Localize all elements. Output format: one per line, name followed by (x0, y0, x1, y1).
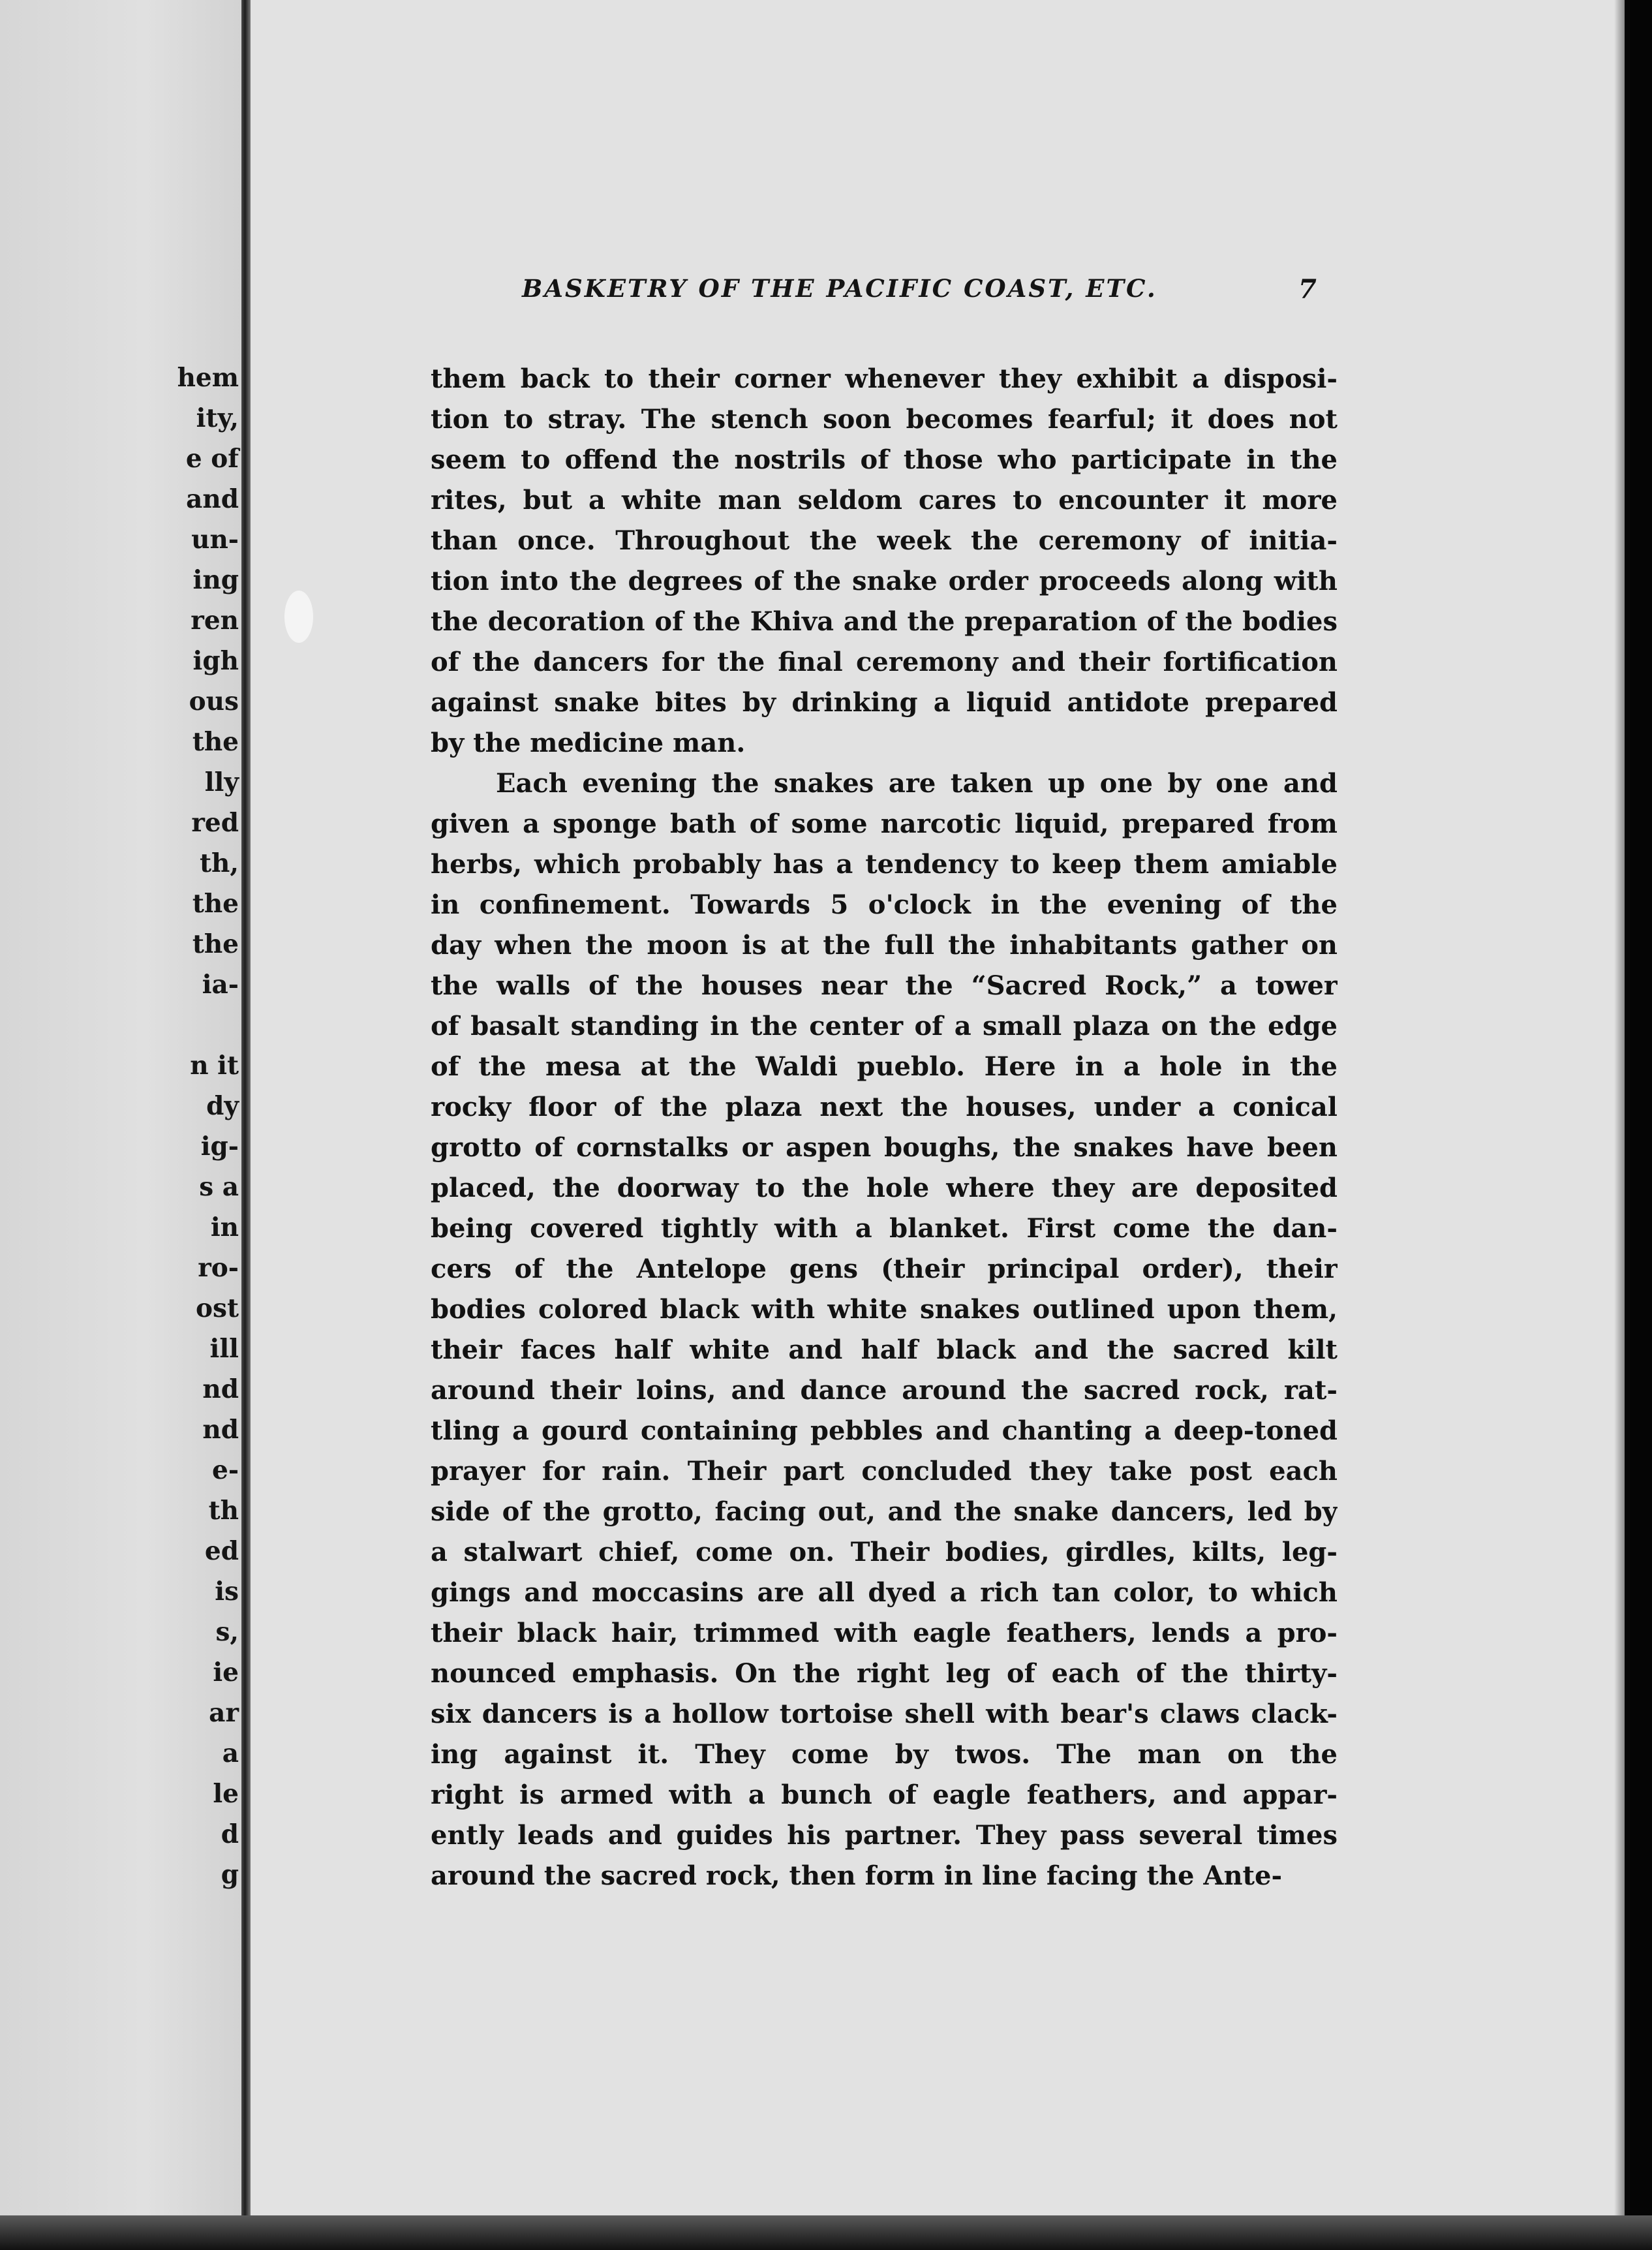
text-line: seem to offend the nostrils of those who participate in the (431, 444, 1338, 475)
text-line: tion to stray. The stench soon becomes fearful; it does not (431, 404, 1338, 435)
previous-page-line: s a (199, 1172, 239, 1202)
previous-page-line: s, (215, 1617, 239, 1647)
previous-page-line: a (222, 1738, 239, 1768)
text-line: in confinement. Towards 5 o'clock in the evening of the (431, 889, 1338, 920)
text-line: their black hair, trimmed with eagle feathers, lends a pro- (431, 1618, 1338, 1648)
text-line: nounced emphasis. On the right leg of each of the thirty- (431, 1658, 1338, 1689)
text-line: them back to their corner whenever they exhibit a disposi- (431, 363, 1338, 394)
previous-page-line: lly (204, 767, 239, 797)
page-edge-shadow (1614, 0, 1625, 2250)
text-line: ently leads and guides his partner. They pass several times (431, 1820, 1338, 1851)
text-line: a stalwart chief, come on. Their bodies, girdles, kilts, leg- (431, 1537, 1338, 1567)
paragraph (431, 763, 1338, 1896)
previous-page-line: nd (202, 1415, 239, 1445)
text-line: of the mesa at the Waldi pueblo. Here in a hole in the (431, 1051, 1338, 1082)
previous-page-line: nd (202, 1374, 239, 1404)
previous-page-line: ren (191, 606, 239, 636)
scan-border-right (1625, 0, 1652, 2250)
text-line: side of the grotto, facing out, and the snake dancers, led by (431, 1496, 1338, 1527)
text-line: cers of the Antelope gens (their principal order), their (431, 1254, 1338, 1284)
text-line: right is armed with a bunch of eagle feathers, and appar- (431, 1780, 1338, 1810)
previous-page-line: ro- (198, 1253, 239, 1283)
text-line: Each evening the snakes are taken up one by one and (496, 768, 1338, 799)
text-line: rocky floor of the plaza next the houses, under a conical (431, 1092, 1338, 1122)
text-line: rites, but a white man seldom cares to encounter it more (431, 485, 1338, 516)
text-line: than once. Throughout the week the ceremony of initia- (431, 525, 1338, 556)
previous-page-line: dy (206, 1091, 239, 1121)
previous-page-line: in (210, 1212, 239, 1242)
previous-page-line: and (186, 484, 239, 514)
previous-page-line: hem (177, 363, 239, 393)
previous-page-strip (0, 0, 243, 2250)
text-line: their faces half white and half black and the sacred kilt (431, 1334, 1338, 1365)
paper-blemish (284, 591, 313, 643)
previous-page-line: ed (204, 1536, 239, 1566)
text-line: herbs, which probably has a tendency to keep them amiable (431, 849, 1338, 880)
text-line: being covered tightly with a blanket. First come the dan- (431, 1213, 1338, 1244)
book-gutter (241, 0, 251, 2250)
previous-page-line: the (192, 727, 239, 757)
text-line: day when the moon is at the full the inhabitants gather on (431, 930, 1338, 961)
previous-page-line: g (221, 1860, 239, 1890)
page-header (522, 274, 1331, 313)
text-line: grotto of cornstalks or aspen boughs, the snakes have been (431, 1132, 1338, 1163)
scan-border-bottom (0, 2215, 1652, 2250)
previous-page-line: th, (200, 848, 239, 878)
previous-page-line: un- (191, 525, 239, 555)
previous-page-line: d (221, 1819, 239, 1849)
text-line: against snake bites by drinking a liquid antidote prepared (431, 687, 1338, 718)
text-line: around the sacred rock, then form in line facing the Ante- (431, 1860, 1283, 1891)
previous-page-line: red (191, 808, 239, 838)
previous-page-line: igh (192, 646, 239, 676)
text-line: placed, the doorway to the hole where they are deposited (431, 1173, 1338, 1203)
text-line: ing against it. They come by twos. The man on the (431, 1739, 1338, 1770)
previous-page-line: le (213, 1779, 239, 1809)
text-line: gings and moccasins are all dyed a rich tan color, to which (431, 1577, 1338, 1608)
previous-page-line: ill (209, 1334, 239, 1364)
previous-page-line: ing (192, 565, 239, 595)
text-line: the walls of the houses near the “Sacred Rock,” a tower (431, 970, 1338, 1001)
previous-page-line (177, 1005, 239, 1045)
previous-page-line: th (208, 1496, 239, 1526)
previous-page-line: e- (212, 1455, 239, 1485)
text-line: given a sponge bath of some narcotic liquid, prepared from (431, 809, 1338, 839)
previous-page-text-fragments (177, 358, 239, 1895)
page-number: 7 (1298, 274, 1317, 305)
running-head: BASKETRY OF THE PACIFIC COAST, ETC. (522, 274, 1157, 303)
text-line: six dancers is a hollow tortoise shell with bear's claws clack- (431, 1699, 1338, 1729)
previous-page-line: ie (213, 1657, 239, 1688)
text-line: bodies colored black with white snakes outlined upon them, (431, 1294, 1338, 1325)
previous-page-line: ity, (196, 403, 239, 433)
paragraph (431, 359, 1338, 763)
text-line: by the medicine man. (431, 728, 746, 758)
body-text (431, 359, 1338, 1896)
previous-page-line: ia- (202, 970, 239, 1000)
previous-page-line: ar (209, 1698, 239, 1728)
text-line: tling a gourd containing pebbles and chanting a deep-toned (431, 1415, 1338, 1446)
text-line: the decoration of the Khiva and the preparation of the bodies (431, 606, 1338, 637)
text-line: around their loins, and dance around the sacred rock, rat- (431, 1375, 1338, 1406)
text-line: of basalt standing in the center of a small plaza on the edge (431, 1011, 1338, 1041)
text-line: prayer for rain. Their part concluded they take post each (431, 1456, 1338, 1487)
previous-page-line: the (192, 889, 239, 919)
previous-page-line: the (192, 929, 239, 959)
previous-page-line: n it (190, 1051, 239, 1081)
previous-page-line: e of (185, 444, 239, 474)
text-line: of the dancers for the final ceremony and their fortification (431, 647, 1338, 677)
previous-page-line: ous (189, 686, 239, 717)
previous-page-line: is (215, 1577, 239, 1607)
previous-page-line: ost (196, 1293, 239, 1323)
text-line: tion into the degrees of the snake order proceeds along with (431, 566, 1338, 596)
previous-page-line: ig- (200, 1132, 239, 1162)
